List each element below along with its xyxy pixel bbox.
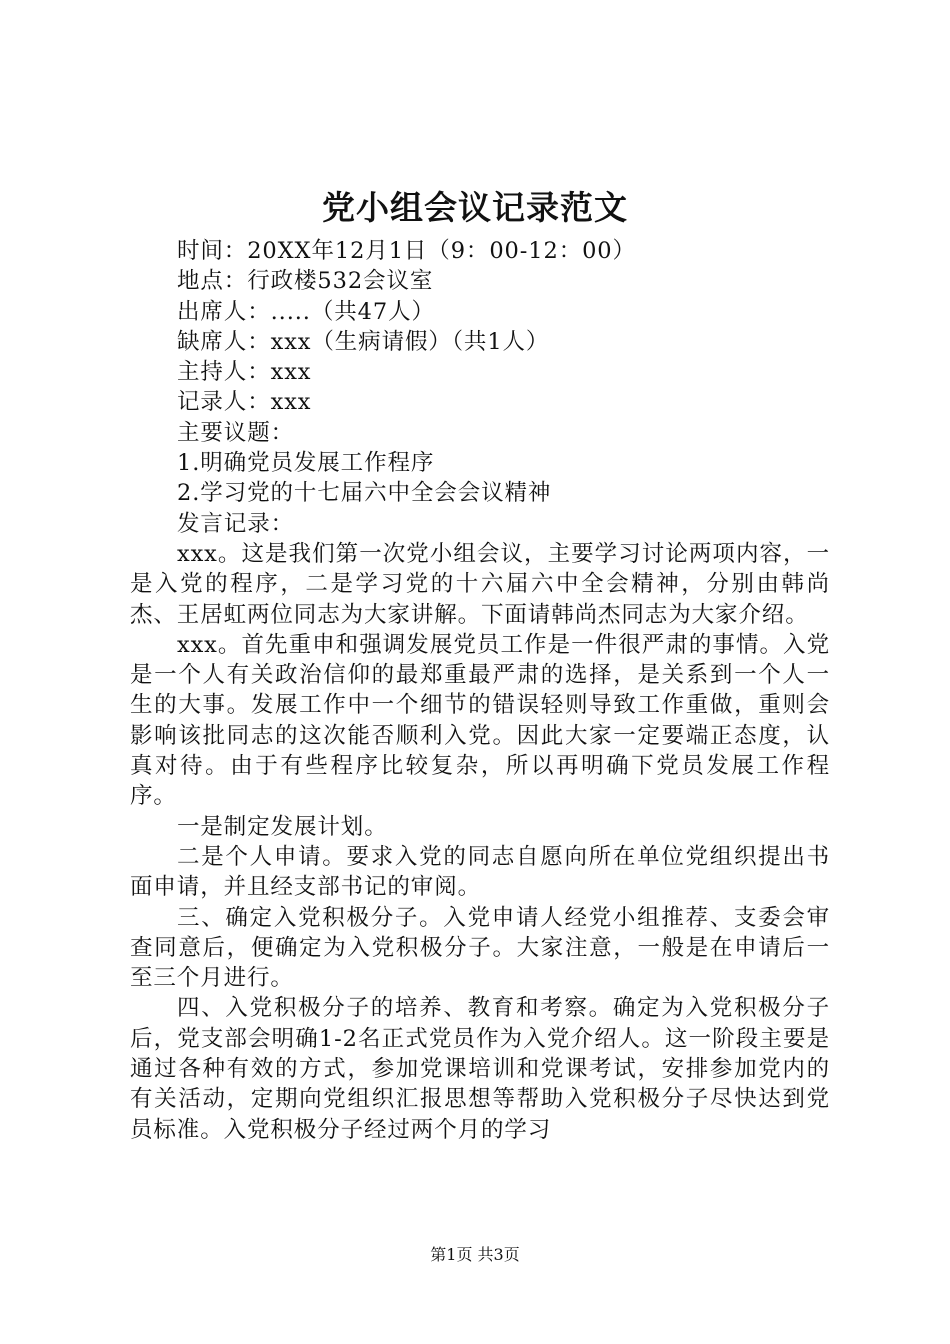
page-footer: 第1页 共3页 [430,1245,520,1264]
paragraph-procedure-intro: xxx。首先重申和强调发展党员工作是一件很严肃的事情。入党是一个人有关政治信仰的最郑重最严肃的选择，是关系到一个人一生的大事。发展工作中一个细节的错误轻则导致工作重做，重则会影响该批同志的这次能否顺利入党。因此大家一定要端正态度，认真对待。由于有些程序比较复杂，所以再明确下党员发展工作程序。 [130,631,830,810]
meta-location: 地点：行政楼532会议室 [177,268,434,295]
meta-attendees: 出席人：.....（共47人） [177,298,435,325]
meta-topic-1: 1.明确党员发展工作程序 [177,450,435,477]
paragraph-opening: xxx。这是我们第一次党小组会议，主要学习讨论两项内容，一是入党的程序，二是学习党的十六届六中全会精神，分别由韩尚杰、王居虹两位同志为大家讲解。下面请韩尚杰同志为大家介绍。 [130,540,830,628]
paragraph-step-1: 一是制定发展计划。 [177,813,388,840]
document-body [130,236,830,1145]
meta-time: 时间：20XX年12月1日（9：00-12：00） [177,238,636,264]
meta-topic-2: 2.学习党的十七届六中全会会议精神 [177,480,552,507]
paragraph-step-4: 四、入党积极分子的培养、教育和考察。确定为入党积极分子后，党支部会明确1-2名正式党员作为入党介绍人。这一阶段主要是通过各种有效的方式，参加党课培训和党课考试，安排参加党内的有关活动，定期向党组织汇报思想等帮助入党积极分子尽快达到党员标准。入党积极分子经过两个月的学习 [130,995,830,1143]
meta-speech-heading: 发言记录： [177,510,295,537]
meta-recorder: 记录人：xxx [177,389,312,416]
paragraph-step-3: 三、确定入党积极分子。入党申请人经党小组推荐、支委会审查同意后，便确定为入党积极分子。大家注意，一般是在申请后一至三个月进行。 [130,904,830,992]
meta-host: 主持人：xxx [177,359,312,386]
document-title: 党小组会议记录范文 [322,188,628,227]
meta-absentees: 缺席人：xxx（生病请假）（共1人） [177,328,550,355]
meta-topics-heading: 主要议题： [177,419,295,446]
paragraph-step-2: 二是个人申请。要求入党的同志自愿向所在单位党组织提出书面申请，并且经支部书记的审阅。 [130,843,830,901]
